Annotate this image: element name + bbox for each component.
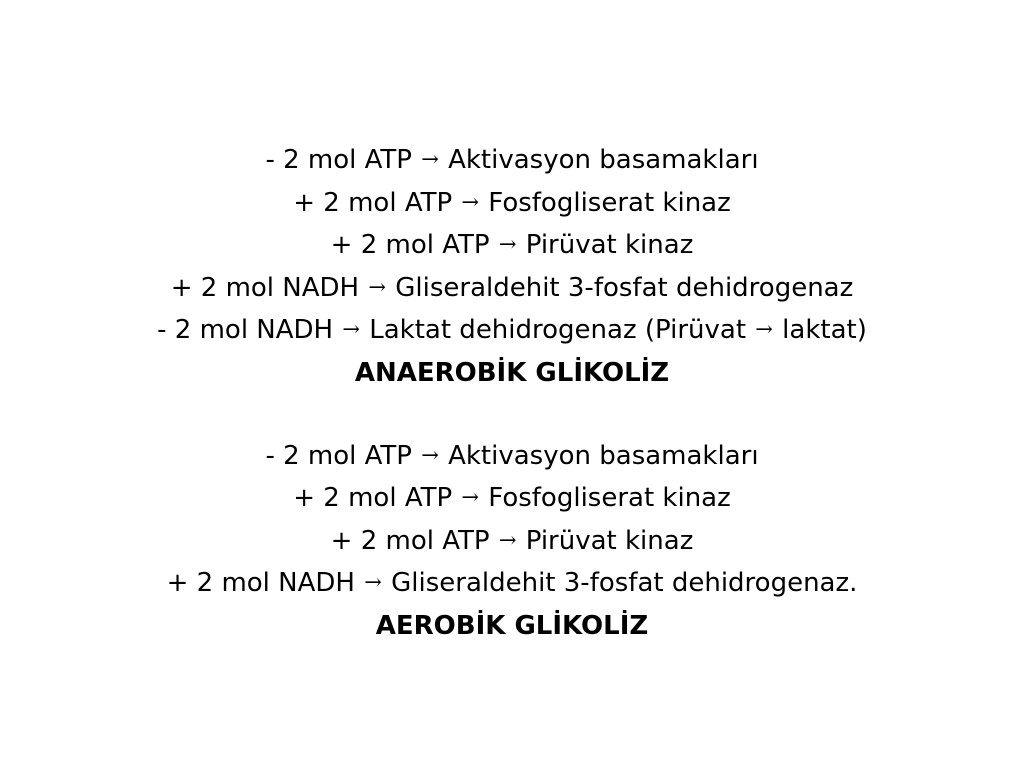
line-description: Fosfogliserat kinaz <box>488 483 731 513</box>
line-description: Fosfogliserat kinaz <box>488 187 731 218</box>
aerobic-line-3 <box>0 521 1024 564</box>
right-arrow-icon: → <box>421 442 439 467</box>
line-quantity: + 2 mol NADH <box>166 568 355 598</box>
line-description: Laktat dehidrogenaz (Pirüvat <box>369 315 747 345</box>
line-quantity: - 2 mol ATP <box>265 440 412 471</box>
line-quantity: - 2 mol ATP <box>265 145 412 175</box>
line-description: Pirüvat kinaz <box>525 230 694 260</box>
section-spacer <box>0 394 1024 436</box>
right-arrow-icon: → <box>364 570 382 594</box>
line-quantity: + 2 mol NADH <box>170 272 360 303</box>
aerobic-line-2 <box>0 478 1024 521</box>
right-arrow-icon: → <box>498 232 517 256</box>
line-description: Pirüvat kinaz <box>525 525 694 556</box>
line-description-end: laktat) <box>782 315 867 345</box>
anaerobic-line-1 <box>0 140 1024 183</box>
anaerobic-line-5 <box>0 310 1024 353</box>
right-arrow-icon: → <box>498 527 517 552</box>
anaerobic-line-4 <box>0 268 1024 311</box>
line-quantity: + 2 mol ATP <box>330 230 490 260</box>
line-description: Gliseraldehit 3-fosfat dehidrogenaz <box>395 272 854 303</box>
line-quantity: + 2 mol ATP <box>293 187 453 218</box>
line-quantity: + 2 mol ATP <box>330 525 490 556</box>
right-arrow-icon: → <box>461 485 480 509</box>
aerobic-line-4 <box>0 563 1024 606</box>
anaerobic-title: ANAEROBİK GLİKOLİZ <box>354 357 670 388</box>
aerobic-title: AEROBİK GLİKOLİZ <box>375 610 649 641</box>
right-arrow-icon: → <box>421 147 439 171</box>
anaerobic-line-3 <box>0 225 1024 268</box>
line-description: Gliseraldehit 3-fosfat dehidrogenaz. <box>391 568 858 598</box>
line-description: Aktivasyon basamakları <box>448 440 759 471</box>
right-arrow-icon: → <box>342 317 360 341</box>
line-quantity: + 2 mol ATP <box>293 483 453 513</box>
line-description: Aktivasyon basamakları <box>448 145 759 175</box>
slide-content <box>0 140 1024 647</box>
right-arrow-icon: → <box>368 274 386 299</box>
line-quantity: - 2 mol NADH <box>157 315 334 345</box>
right-arrow-icon: → <box>755 317 773 341</box>
aerobic-line-1 <box>0 436 1024 479</box>
right-arrow-icon: → <box>461 189 480 214</box>
anaerobic-line-2 <box>0 183 1024 226</box>
